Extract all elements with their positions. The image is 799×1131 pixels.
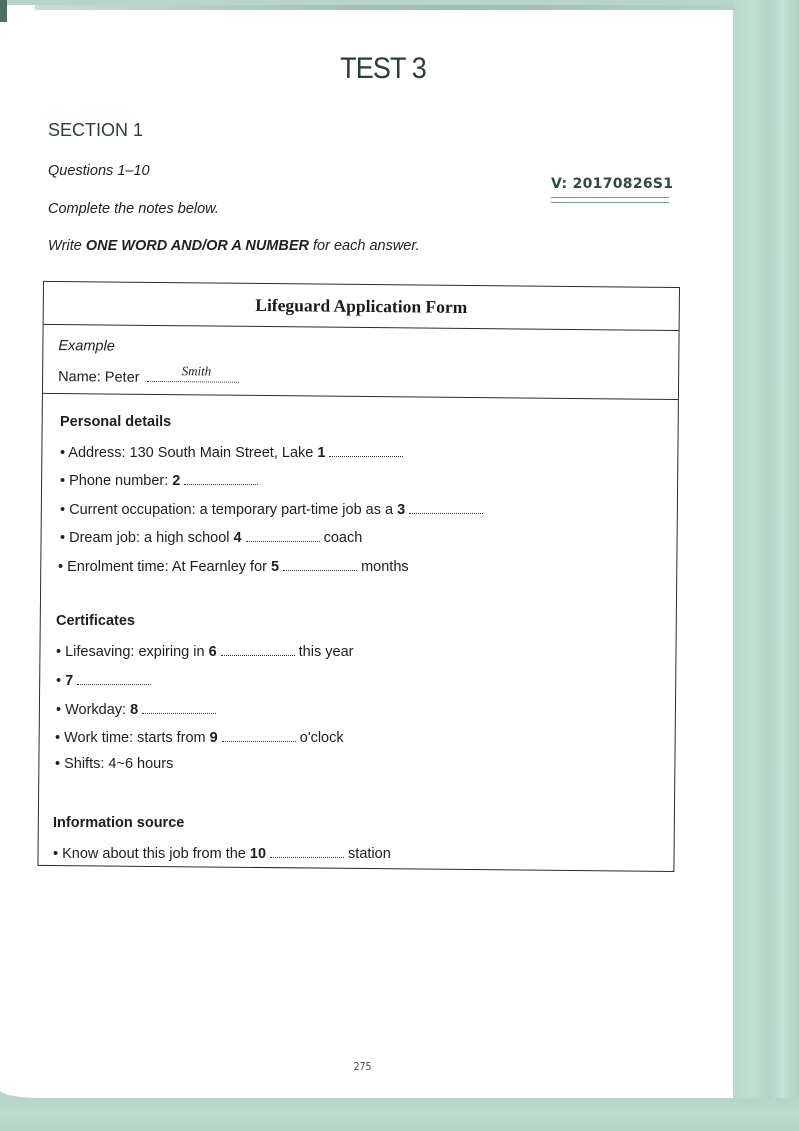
example-prefix: Name: Peter bbox=[58, 369, 140, 386]
example-answer-blank bbox=[148, 363, 240, 383]
background-bottom bbox=[0, 1098, 799, 1131]
answer-blank-3[interactable] bbox=[409, 499, 483, 514]
question-number: 4 bbox=[233, 530, 242, 546]
group-heading-certificates: Certificates bbox=[56, 613, 135, 629]
question-suffix: months bbox=[361, 559, 409, 575]
page-number: 275 bbox=[353, 1060, 372, 1073]
instruction-text: for each answer. bbox=[309, 238, 420, 254]
question-text: • Know about this job from the bbox=[53, 846, 250, 862]
page-top-shadow bbox=[35, 5, 735, 10]
question-text: • Work time: starts from bbox=[55, 730, 210, 746]
example-block bbox=[43, 325, 679, 400]
question-2 bbox=[60, 470, 262, 489]
instruction-complete: Complete the notes below. bbox=[48, 201, 219, 217]
example-label: Example bbox=[58, 338, 115, 355]
question-suffix: o'clock bbox=[299, 730, 344, 746]
answer-blank-6[interactable] bbox=[221, 641, 295, 656]
question-text: • Workday: bbox=[56, 702, 131, 718]
question-7 bbox=[56, 670, 155, 689]
question-number: 6 bbox=[208, 644, 217, 660]
form-title: Lifeguard Application Form bbox=[44, 282, 679, 331]
question-number: 2 bbox=[172, 473, 181, 489]
question-number: 5 bbox=[271, 559, 280, 575]
answer-blank-2[interactable] bbox=[184, 470, 258, 485]
question-number: 10 bbox=[249, 846, 267, 862]
instruction-word-limit bbox=[48, 238, 420, 254]
question-number: 7 bbox=[65, 673, 74, 689]
group-heading-personal-details: Personal details bbox=[60, 414, 172, 430]
version-underline bbox=[551, 197, 669, 198]
answer-blank-1[interactable] bbox=[329, 442, 403, 457]
answer-blank-7[interactable] bbox=[77, 670, 151, 685]
question-text: • Phone number: bbox=[60, 473, 173, 489]
section-title: SECTION 1 bbox=[48, 120, 144, 140]
question-10 bbox=[53, 843, 391, 862]
corner-tab bbox=[0, 0, 7, 22]
test-title: TEST 3 bbox=[340, 52, 426, 85]
question-8 bbox=[56, 699, 220, 718]
instruction-emphasis: ONE WORD AND/OR A NUMBER bbox=[85, 238, 309, 254]
instruction-text: Write bbox=[48, 238, 86, 254]
example-name-line bbox=[58, 363, 244, 387]
example-answer: Smith bbox=[181, 363, 212, 379]
questions-range: Questions 1–10 bbox=[48, 163, 150, 179]
question-number: 1 bbox=[317, 445, 326, 461]
answer-blank-10[interactable] bbox=[270, 843, 344, 858]
question-text: • bbox=[56, 673, 66, 689]
question-9 bbox=[55, 727, 344, 746]
question-text: • Enrolment time: At Fearnley for bbox=[58, 559, 271, 575]
question-text: • Lifesaving: expiring in bbox=[56, 644, 209, 660]
question-number: 9 bbox=[209, 730, 218, 746]
version-stamp: V: 20170826S1 bbox=[551, 176, 674, 192]
question-suffix: station bbox=[348, 846, 391, 862]
question-suffix: coach bbox=[323, 530, 363, 546]
question-text: • Dream job: a high school bbox=[60, 530, 234, 546]
question-3 bbox=[60, 499, 487, 518]
application-form bbox=[37, 281, 680, 872]
question-suffix: this year bbox=[298, 644, 354, 660]
question-number: 3 bbox=[397, 502, 406, 518]
answer-blank-4[interactable] bbox=[246, 527, 320, 542]
info-text: • Shifts: 4~6 hours bbox=[55, 756, 174, 772]
version-underline bbox=[551, 202, 669, 203]
shifts-info bbox=[55, 756, 173, 772]
answer-blank-5[interactable] bbox=[283, 556, 357, 571]
background-edge bbox=[733, 0, 799, 1131]
question-6 bbox=[56, 641, 353, 660]
question-5 bbox=[58, 556, 409, 575]
question-text: • Address: 130 South Main Street, Lake bbox=[60, 445, 318, 461]
answer-blank-8[interactable] bbox=[142, 699, 216, 714]
answer-blank-9[interactable] bbox=[222, 727, 296, 742]
group-heading-information-source: Information source bbox=[53, 815, 185, 831]
question-4 bbox=[60, 527, 362, 546]
question-number: 8 bbox=[130, 702, 139, 718]
question-1 bbox=[60, 442, 407, 461]
question-text: • Current occupation: a temporary part-time job as a bbox=[60, 502, 398, 518]
